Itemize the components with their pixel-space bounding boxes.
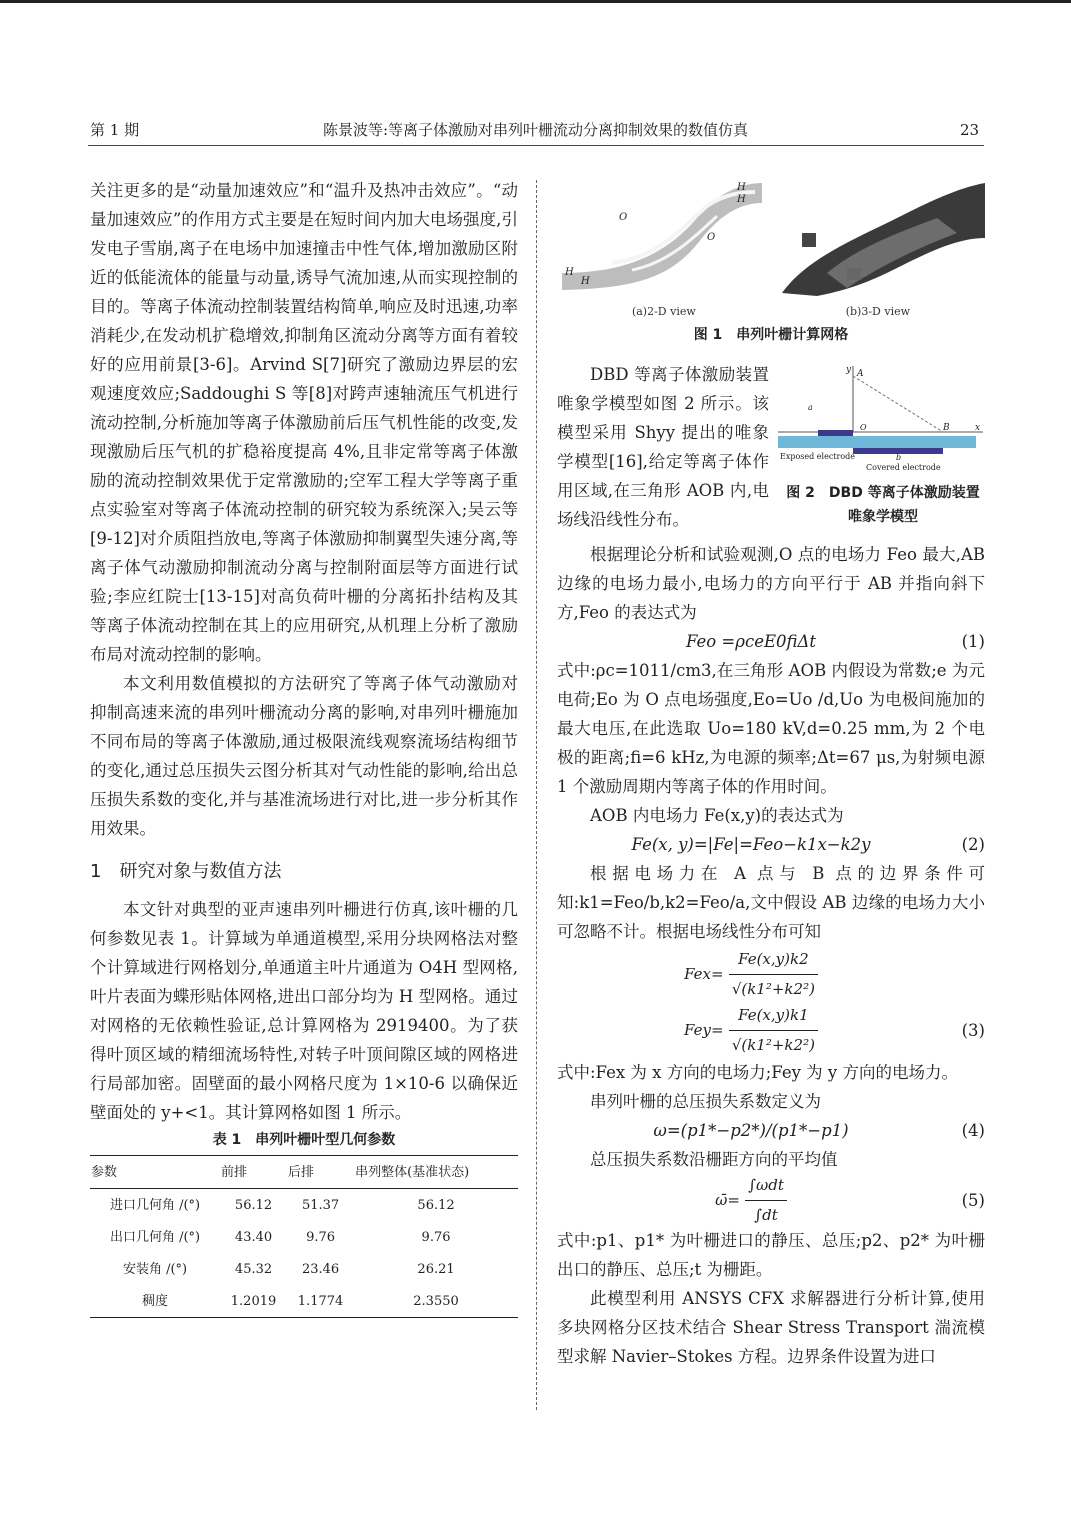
paragraph: 式中:p1、p1* 为叶栅进口的静压、总压;p2、p2* 为叶栅出口的静压、总压;t 为栅距。	[557, 1231, 985, 1279]
fraction	[745, 1171, 787, 1230]
equation-lhs: Fex=	[684, 964, 724, 983]
mesh-label: O	[619, 212, 628, 223]
figure-1	[557, 178, 985, 343]
figure-caption-line: 图 2 DBD 等离子体激励装置	[786, 485, 980, 501]
equation-4	[557, 1116, 985, 1145]
table-row	[90, 1253, 518, 1285]
equation: ω=(p1*−p2*)/(p1*−p1)	[653, 1121, 849, 1140]
mesh-label: H	[737, 194, 746, 205]
paragraph: DBD 等离子体激励装置唯象学模型如图 2 所示。该模型采用 Shyy 提出的唯象学模型[16],给定等离子体作用区域,在三角形 AOB 内,电场线沿线性分布。	[557, 365, 769, 529]
axis-label: y	[846, 365, 852, 375]
paragraph: 式中:Fex 为 x 方向的电场力;Fey 为 y 方向的电场力。	[557, 1063, 958, 1082]
table-cell: 26.21	[417, 1261, 455, 1277]
equation-5	[557, 1174, 985, 1226]
table-header: 后排	[287, 1156, 354, 1189]
paragraph: 根据电场力在 A 点与 B 点的边界条件可知:k1=Feo/b,k2=Feo/a,文中假设 AB 边缘的电场力大小可忽略不计。根据电场线性分布可知	[557, 864, 985, 941]
mesh-label: H	[565, 267, 574, 278]
figure-1-images	[557, 178, 985, 303]
equation-2	[557, 830, 985, 859]
fraction-numerator: ∫ωdt	[745, 1171, 787, 1201]
dbd-model-diagram	[778, 362, 988, 474]
paragraph: 本文利用数值模拟的方法研究了等离子体气动激励对抑制高速来流的串列叶栅流动分离的影响,对串列叶栅施加不同布局的等离子体激励,通过极限流线观察流场结构细节的变化,通过总压损失云图分析其对气动性能的影响,给出总压损失系数的变化,并与基准流场进行对比,进一步分析其作用效果。	[90, 674, 518, 838]
paragraph: 串列叶栅的总压损失系数定义为	[590, 1092, 821, 1111]
paragraph: 此模型利用 ANSYS CFX 求解器进行分析计算,使用多块网格分区技术结合 Shear Stress Transport 湍流模型求解 Navier–Stokes 方程。边界条件设置为进口	[557, 1289, 985, 1366]
table-cell: 进口几何角 /(°)	[109, 1197, 201, 1213]
table-cell: 9.76	[306, 1229, 336, 1245]
fraction	[729, 1001, 818, 1060]
electrode-label: Exposed electrode	[780, 452, 856, 461]
equation-1	[557, 627, 985, 656]
geometry-table	[90, 1155, 518, 1318]
table-cell: 稠度	[90, 1285, 220, 1318]
equation-lhs: ω̄=	[715, 1190, 740, 1209]
figure-caption-line: 唯象学模型	[848, 509, 918, 525]
paragraph: AOB 内电场力 Fe(x,y)的表达式为	[590, 806, 844, 825]
figure-caption: 图 1 串列叶栅计算网格	[693, 327, 849, 343]
table-cell: 23.46	[301, 1261, 340, 1277]
equation-3b	[557, 1002, 985, 1058]
equation-number: (3)	[961, 1020, 985, 1040]
paragraph: 式中:ρc=1011/cm3,在三角形 AOB 内假设为常数;e 为元电荷;Eo 为 O 点电场强度,Eo=Uo /d,Uo 为电极间施加的最大电压,在此选取 Uo=180 kV,d=0.25 mm,为 2 个电极的距离;fi=6 kHz,为电源的频率;Δt=67 μs,为射频电源 1 个激励周期内等离子体的作用时间。	[557, 661, 985, 796]
fraction-denominator: √(k1²+k2²)	[731, 979, 815, 998]
fraction-denominator: √(k1²+k2²)	[731, 1035, 815, 1054]
dimension-label: b	[896, 453, 902, 462]
header-rule	[88, 145, 984, 146]
mesh-label: O	[707, 232, 716, 243]
running-title: 陈景波等:等离子体激励对串列叶栅流动分离抑制效果的数值仿真	[322, 121, 749, 139]
point-label: O	[860, 423, 867, 432]
fraction-numerator: Fe(x,y)k2	[729, 945, 818, 975]
table-cell: 9.76	[421, 1229, 451, 1245]
table-row	[90, 1285, 518, 1318]
figure-2-caption	[778, 481, 988, 529]
equation: Feo =ρceE0fiΔt	[685, 632, 817, 651]
figure-2	[778, 362, 988, 474]
paragraph: 关注更多的是“动量加速效应”和“温升及热冲击效应”。“动量加速效应”的作用方式主要是在短时间内加大电场强度,引发电子雪崩,离子在电场中加速撞击中性气体,增加激励区附近的低能流体的能量与动量,诱导气流加速,从而实现控制的目的。等离子体流动控制装置结构简单,响应及时迅速,功率消耗少,在发动机扩稳增效,抑制角区流动分离等方面有着较好的应用前景[3-6]。Arvind S[7]研究了激励边界层的宏观速度效应;Saddoughi S 等[8]对跨声速轴流压气机进行流动控制,分析施加等离子体激励前后压气机性能的改变,发现激励后压气机的扩稳裕度提高 4%,且非定常等离子体激励的流动控制效果优于定常激励的;空军工程大学等离子重点实验室对等离子体流动控制的研究较为系统深入;吴云等[9-12]对介质阻挡放电,等离子体激励抑制翼型失速分离,等离子体气动激励抑制流动分离与控制附面层等方面进行试验;李应红院士[13-15]对高负荷叶栅的分离拓扑结构及其等离子体流动控制在其上的应用研究,从机理上分析了激励布局对流动控制的影响。	[90, 181, 518, 664]
table-title: 表 1 串列叶栅叶型几何参数	[212, 1132, 396, 1148]
equation-number: (5)	[961, 1190, 985, 1210]
top-rule	[0, 0, 1071, 3]
mesh-label: H	[737, 182, 746, 193]
table-cell: 51.37	[301, 1197, 340, 1213]
table-cell: 1.2019	[220, 1285, 287, 1318]
electrode-label: Covered electrode	[866, 463, 941, 472]
mesh-label: H	[581, 276, 590, 287]
section-heading: 1 研究对象与数值方法	[90, 861, 282, 882]
table-cell: 56.12	[417, 1197, 455, 1213]
issue-label: 第 1 期	[90, 121, 140, 139]
point-label: B	[943, 423, 950, 433]
page-number: 23	[960, 121, 980, 139]
table-row	[90, 1221, 518, 1253]
table-cell: 出口几何角 /(°)	[109, 1229, 201, 1245]
wrap-paragraph	[557, 360, 769, 534]
point-label: A	[857, 369, 864, 379]
table-cell: 1.1774	[287, 1285, 354, 1318]
paragraph: 根据理论分析和试验观测,O 点的电场力 Feo 最大,AB 边缘的电场力最小,电场力的方向平行于 AB 并指向斜下方,Feo 的表达式为	[557, 545, 985, 622]
left-column	[90, 176, 518, 1318]
equation-3a	[557, 946, 985, 1002]
table-header: 前排	[220, 1156, 287, 1189]
fraction-numerator: Fe(x,y)k1	[729, 1001, 818, 1031]
axis-label: x	[975, 423, 981, 433]
table-cell: 45.32	[234, 1261, 273, 1277]
equation-number: (1)	[961, 632, 985, 651]
table-cell: 43.40	[234, 1229, 273, 1245]
subfigure-label: (a)2-D view	[631, 305, 696, 318]
right-column	[557, 540, 985, 1371]
paragraph: 总压损失系数沿栅距方向的平均值	[590, 1150, 838, 1169]
mesh-3d-view	[782, 183, 985, 296]
column-divider	[536, 180, 537, 1410]
equation-lhs: Fey=	[684, 1020, 724, 1039]
equation: Fe(x, y)=|Fe|=Feo−k1x−k2y	[631, 835, 871, 854]
dimension-label: a	[808, 403, 813, 412]
table-row	[90, 1189, 518, 1222]
table-header: 串列整体(基准状态)	[354, 1156, 518, 1189]
equation-number: (4)	[961, 1121, 985, 1140]
table-cell: 56.12	[234, 1197, 273, 1213]
table-cell: 2.3550	[354, 1285, 518, 1318]
table-header: 参数	[90, 1156, 220, 1189]
fraction-denominator: ∫dt	[754, 1205, 778, 1224]
mesh-2d-view	[562, 182, 762, 290]
table-cell: 安装角 /(°)	[122, 1261, 188, 1277]
subfigure-label: (b)3-D view	[845, 305, 911, 318]
paragraph: 本文针对典型的亚声速串列叶栅进行仿真,该叶栅的几何参数见表 1。计算域为单通道模型,采用分块网格法对整个计算域进行网格划分,单通道主叶片通道为 O4H 型网格,叶片表面为蝶形贴体网格,进出口部分均为 H 型网格。通过对网格的无依赖性验证,总计算网格为 2919400。为了获得叶顶区域的精细流场特性,对转子叶顶间隙区域的网格进行局部加密。固壁面的最小网格尺度为 1×10-6 以确保近壁面处的 y+<1。其计算网格如图 1 所示。	[90, 900, 518, 1122]
equation-number: (2)	[961, 835, 985, 854]
fraction	[729, 945, 818, 1004]
